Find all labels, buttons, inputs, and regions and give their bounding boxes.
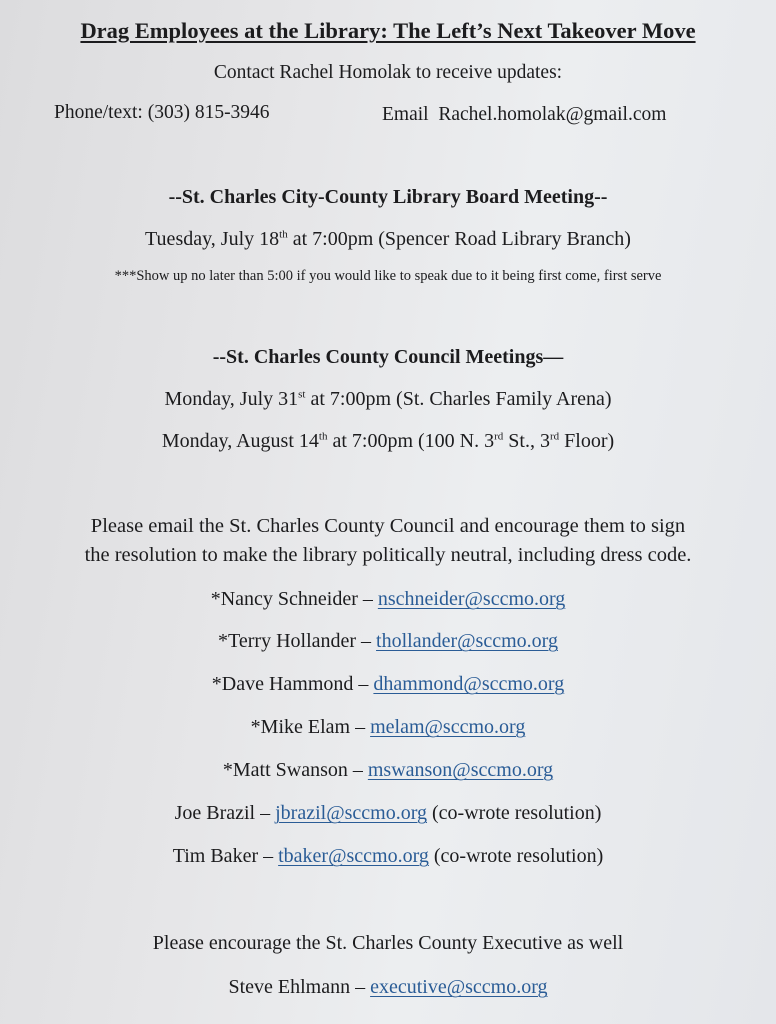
member-email-link[interactable]: jbrazil@sccmo.org xyxy=(275,802,428,824)
member-row: Tim Baker – tbaker@sccmo.org (co-wrote resolution) xyxy=(172,845,604,867)
contact-intro: Contact Rachel Homolak to receive updates: xyxy=(213,62,563,83)
council-meetings-heading: --St. Charles County Council Meetings— xyxy=(212,346,564,368)
member-row: Joe Brazil – jbrazil@sccmo.org (co-wrote resolution) xyxy=(174,802,602,824)
executive-row: Steve Ehlmann – executive@sccmo.org xyxy=(228,976,548,998)
member-email-link[interactable]: nschneider@sccmo.org xyxy=(377,588,566,610)
contact-email: Rachel.homolak@gmail.com xyxy=(438,104,667,125)
flyer-title: Drag Employees at the Library: The Left’s Next Takeover Move xyxy=(80,18,696,43)
phone-number: (303) 815-3946 xyxy=(147,102,270,123)
member-row: *Terry Hollander – thollander@sccmo.org xyxy=(218,630,558,652)
member-row: *Nancy Schneider – nschneider@sccmo.org xyxy=(210,588,566,610)
phone-label: Phone/text: xyxy=(54,102,143,123)
member-row: *Dave Hammond – dhammond@sccmo.org xyxy=(211,673,565,695)
library-board-note: ***Show up no later than 5:00 if you would like to speak due to it being first come, first serve xyxy=(114,268,662,284)
email-label: Email xyxy=(382,104,429,125)
appeal-line-2: the resolution to make the library politically neutral, including dress code. xyxy=(84,544,692,566)
member-email-link[interactable]: thollander@sccmo.org xyxy=(376,630,558,652)
member-row: *Mike Elam – melam@sccmo.org xyxy=(250,716,526,738)
executive-intro: Please encourage the St. Charles County Executive as well xyxy=(152,932,624,954)
member-email-link[interactable]: tbaker@sccmo.org xyxy=(278,845,429,867)
member-email-link[interactable]: dhammond@sccmo.org xyxy=(373,673,565,695)
executive-email-link[interactable]: executive@sccmo.org xyxy=(370,976,548,998)
council-meeting-2: Monday, August 14th at 7:00pm (100 N. 3rd St., 3rd Floor) xyxy=(161,430,615,452)
appeal-line-1: Please email the St. Charles County Council and encourage them to sign xyxy=(90,515,686,537)
member-row: *Matt Swanson – mswanson@sccmo.org xyxy=(222,759,554,781)
library-board-heading: --St. Charles City-County Library Board Meeting-- xyxy=(168,186,608,208)
member-email-link[interactable]: mswanson@sccmo.org xyxy=(367,759,554,781)
council-meeting-1: Monday, July 31st at 7:00pm (St. Charles Family Arena) xyxy=(164,388,612,410)
phone-line xyxy=(54,102,270,124)
library-board-date: Tuesday, July 18th at 7:00pm (Spencer Road Library Branch) xyxy=(145,228,631,250)
email-line xyxy=(382,104,666,126)
member-email-link[interactable]: melam@sccmo.org xyxy=(370,716,526,738)
